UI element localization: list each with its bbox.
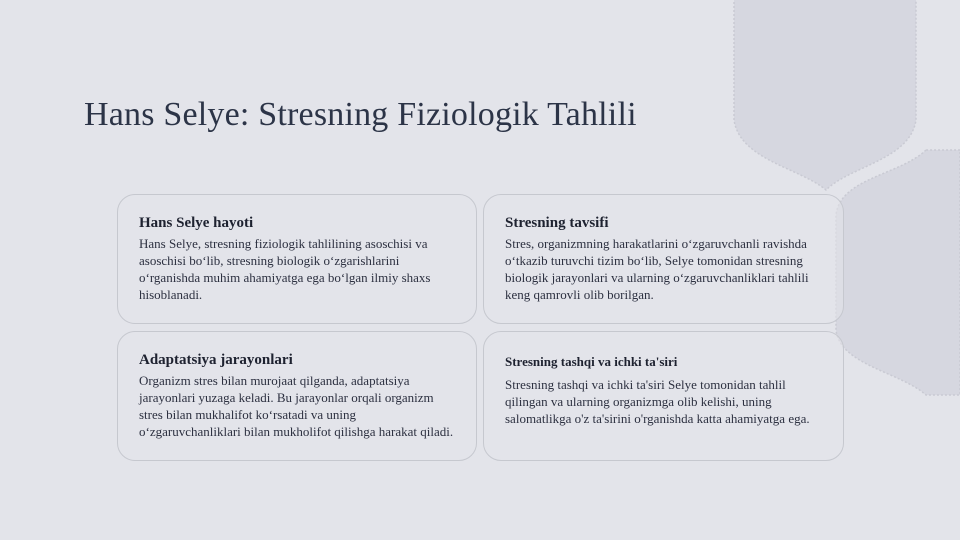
lower-arch-shape [836, 150, 960, 395]
card-heading: Stresning tavsifi [505, 215, 609, 231]
card-heading: Hans Selye hayoti [139, 215, 254, 231]
card-text: Hans Selye, stresning fiziologik tahlilining asoschisi va asoschisi bo‘lib, stresning biologik o‘zgarishlarini o‘rganishda muhim ahamiyatga ega bo‘lgan ilmiy shaxs hisoblanadi. [139, 236, 431, 302]
card-hans-selye-hayoti [117, 194, 477, 324]
card-heading: Adaptatsiya jarayonlari [139, 352, 293, 368]
slide-title: Hans Selye: Stresning Fiziologik Tahlili [84, 96, 637, 133]
card-text: Stresning tashqi va ichki ta'siri Selye tomonidan tahlil qilingan va ularning organizmga olib kelishi, uning salomatlikga o'z ta'sirini o'rganishda katta ahamiyatga ega. [505, 377, 810, 426]
card-heading: Stresning tashqi va ichki ta'siri [505, 354, 678, 369]
upper-arch-shape [734, 0, 916, 190]
card-text: Organizm stres bilan murojaat qilganda, adaptatsiya jarayonlari yuzaga keladi. Bu jarayonlar orqali organizm stres bilan mukhalifot ko‘rsatadi va uning o‘zgaruvchanliklari bilan mukholifot qilishga harakat qiladi. [139, 373, 454, 439]
card-stresning-tavsifi [483, 194, 844, 324]
card-tashqi-ichki-tasir [483, 331, 844, 461]
card-text: Stres, organizmning harakatlarini o‘zgaruvchanli ravishda o‘tkazib turuvchi tizim bo‘lib, Selye tomonidan stresning biologik jarayonlari va ularning o‘zgaruvchanliklari tahlili keng qamrovli olib borilgan. [505, 236, 809, 302]
card-adaptatsiya-jarayonlari [117, 331, 477, 461]
